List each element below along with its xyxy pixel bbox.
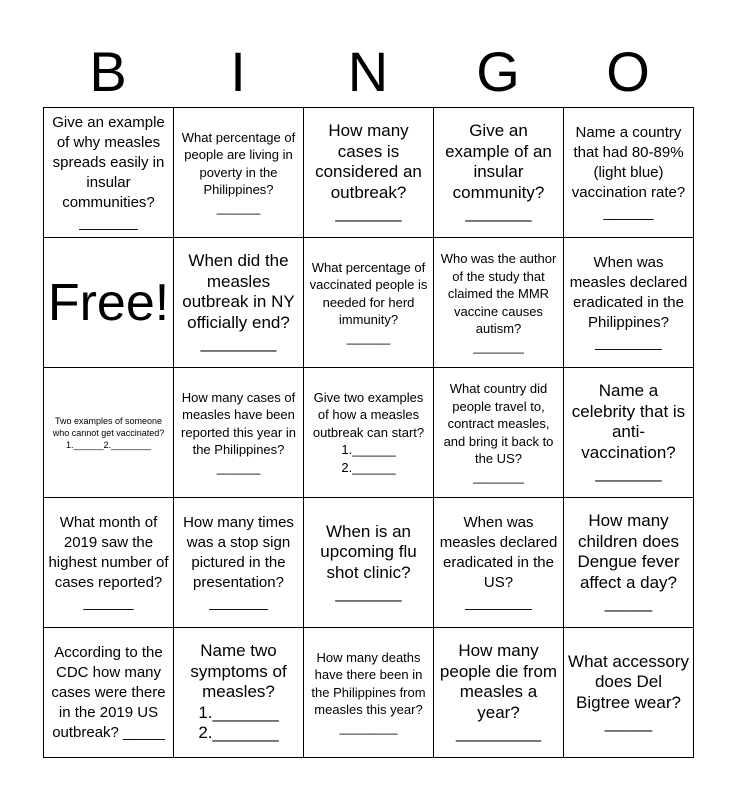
bingo-cell-r5-c2 xyxy=(174,628,304,758)
bingo-header xyxy=(43,38,693,106)
cell-text: What month of 2019 saw the highest number of cases reported? ______ xyxy=(48,513,169,611)
cell-text: According to the CDC how many cases were there in the 2019 US outbreak? _____ xyxy=(51,643,166,741)
bingo-cell-r5-c5 xyxy=(564,628,694,758)
bingo-cell-r1-c2 xyxy=(174,108,304,238)
cell-text: How many people die from measles a year? _________ xyxy=(439,641,558,743)
header-letter-i: I xyxy=(230,40,246,103)
bingo-cell-r3-c5 xyxy=(564,368,694,498)
cell-text: How many deaths have there been in the Philippines from measles this year? ________ xyxy=(311,649,426,735)
cell-text: How many cases is considered an outbreak? _______ xyxy=(315,121,422,223)
cell-text: When is an upcoming flu shot clinic? _______ xyxy=(320,521,417,602)
bingo-cell-r5-c3 xyxy=(304,628,434,758)
bingo-cell-r2-c2 xyxy=(174,238,304,368)
bingo-cell-free xyxy=(44,238,174,368)
bingo-cell-r5-c1 xyxy=(44,628,174,758)
bingo-cell-r1-c4 xyxy=(434,108,564,238)
bingo-cell-r2-c5 xyxy=(564,238,694,368)
bingo-cell-r3-c3 xyxy=(304,368,434,498)
header-letter-b: B xyxy=(89,40,127,103)
cell-text: How many cases of measles have been reported this year in the Philippines? ______ xyxy=(181,389,296,475)
bingo-grid xyxy=(43,107,694,758)
cell-text: When did the measles outbreak in NY officially end? ________ xyxy=(182,251,295,353)
cell-text: What accessory does Del Bigtree wear? _____ xyxy=(568,651,689,732)
cell-text: What percentage of vaccinated people is needed for herd immunity? ______ xyxy=(309,259,428,345)
bingo-cell-r5-c4 xyxy=(434,628,564,758)
bingo-cell-r3-c1 xyxy=(44,368,174,498)
bingo-cell-r3-c2 xyxy=(174,368,304,498)
cell-text: Two examples of someone who cannot get vaccinated? 1.______2.________ xyxy=(52,415,165,450)
bingo-cell-r4-c4 xyxy=(434,498,564,628)
cell-text: Who was the author of the study that claimed the MMR vaccine causes autism? _______ xyxy=(440,251,557,354)
bingo-cell-r4-c3 xyxy=(304,498,434,628)
cell-text: Name two symptoms of measles? 1._______ 2._______ xyxy=(190,641,287,743)
bingo-cell-r1-c5 xyxy=(564,108,694,238)
cell-text: Name a country that had 80-89% (light blue) vaccination rate? ______ xyxy=(571,123,686,221)
cell-text: When was measles declared eradicated in the US? ________ xyxy=(439,513,558,611)
bingo-cell-r1-c3 xyxy=(304,108,434,238)
free-space-text: Free! xyxy=(47,273,170,332)
cell-text: Name a celebrity that is anti-vaccination? _______ xyxy=(571,381,686,483)
cell-text: How many times was a stop sign pictured in the presentation? _______ xyxy=(183,513,294,611)
cell-text: Give an example of an insular community? _______ xyxy=(445,121,552,223)
cell-text: What country did people travel to, contract measles, and bring it back to the US? _______ xyxy=(443,381,554,484)
cell-text: How many children does Dengue fever affect a day? _____ xyxy=(577,511,680,613)
bingo-cell-r1-c1 xyxy=(44,108,174,238)
cell-text: What percentage of people are living in poverty in the Philippines? ______ xyxy=(181,129,296,215)
bingo-cell-r4-c1 xyxy=(44,498,174,628)
bingo-cell-r2-c3 xyxy=(304,238,434,368)
bingo-cell-r4-c5 xyxy=(564,498,694,628)
header-letter-g: G xyxy=(476,40,520,103)
header-letter-o: O xyxy=(606,40,650,103)
cell-text: Give two examples of how a measles outbreak can start? 1.______ 2.______ xyxy=(312,389,425,475)
cell-text: Give an example of why measles spreads easily in insular communities? _______ xyxy=(52,113,165,231)
bingo-cell-r3-c4 xyxy=(434,368,564,498)
bingo-cell-r2-c4 xyxy=(434,238,564,368)
bingo-cell-r4-c2 xyxy=(174,498,304,628)
header-letter-n: N xyxy=(347,40,389,103)
cell-text: When was measles declared eradicated in the Philippines? ________ xyxy=(569,253,688,351)
